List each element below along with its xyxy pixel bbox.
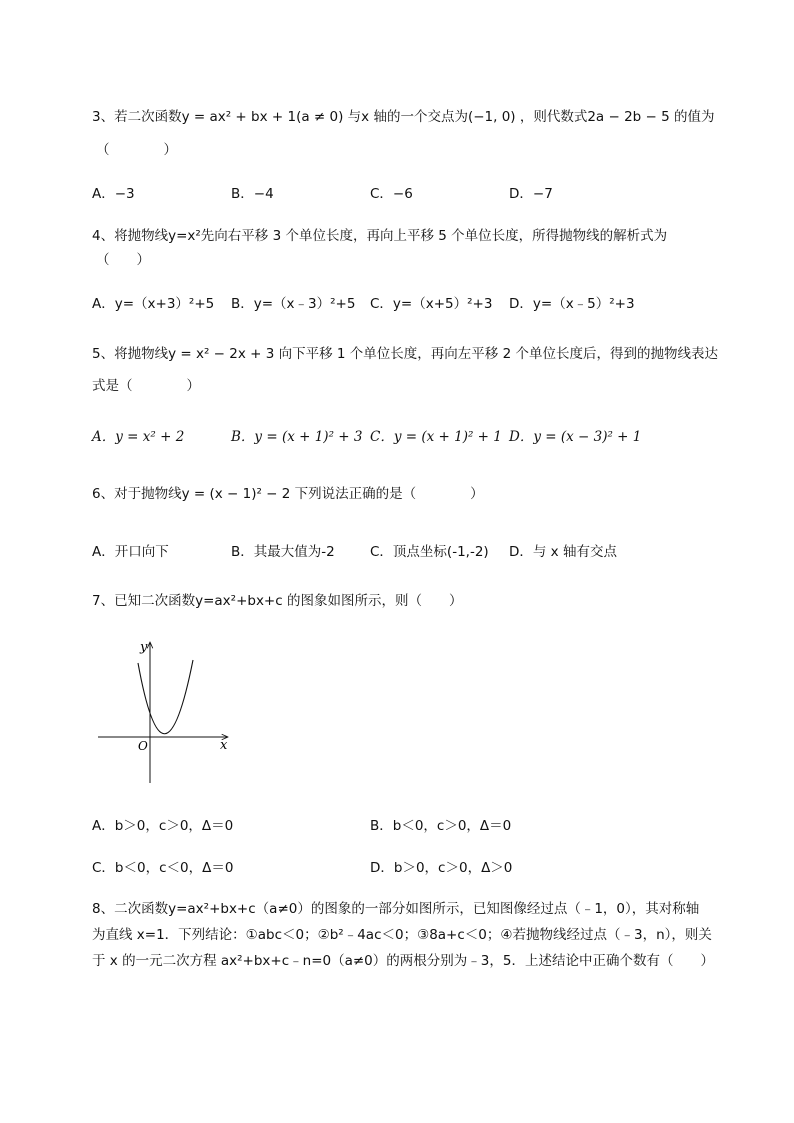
q7-parabola-graph bbox=[94, 636, 234, 786]
q4-option-d: D．y=（x﹣5）²+3 bbox=[509, 296, 635, 312]
q3-option-b: B．−4 bbox=[231, 186, 274, 202]
q4-stem: 4、将抛物线y=x²先向右平移 3 个单位长度，再向上平移 5 个单位长度，所得抛物线的解析式为 bbox=[92, 228, 668, 244]
q5-option-c: C．y = (x + 1)² + 1 bbox=[370, 429, 502, 445]
q7-stem: 7、已知二次函数y=ax²+bx+c 的图象如图所示，则（ ） bbox=[92, 593, 463, 609]
q3-option-d: D．−7 bbox=[509, 186, 553, 202]
q3-option-c: C．−6 bbox=[370, 186, 413, 202]
q7-option-a: A．b＞0，c＞0，Δ＝0 bbox=[92, 818, 234, 834]
q8-line3: 于 x 的一元二次方程 ax²+bx+c﹣n=0（a≠0）的两根分别为﹣3，5．上述结论中正确个数有（ ） bbox=[92, 953, 714, 969]
q3-stem: 3、若二次函数y = ax² + bx + 1(a ≠ 0) 与x 轴的一个交点为(−1, 0) ，则代数式2a − 2b − 5 的值为 bbox=[92, 109, 715, 125]
q3-paren: （ ） bbox=[96, 142, 177, 158]
q7-option-b: B．b＜0，c＞0，Δ＝0 bbox=[370, 818, 512, 834]
y-axis-label: y bbox=[140, 640, 148, 655]
origin-label: O bbox=[138, 739, 148, 753]
q6-option-c: C．顶点坐标(-1,-2) bbox=[370, 544, 489, 560]
q7-option-c: C．b＜0，c＜0，Δ＝0 bbox=[92, 860, 234, 876]
q4-paren: （ ） bbox=[96, 252, 150, 268]
q8-line2: 为直线 x=1．下列结论：①abc＜0；②b²﹣4ac＜0；③8a+c＜0；④若抛物线经过点（﹣3，n），则关 bbox=[92, 927, 712, 943]
q5-option-a: A．y = x² + 2 bbox=[92, 429, 185, 445]
q3-option-a: A．−3 bbox=[92, 186, 135, 202]
q6-option-a: A．开口向下 bbox=[92, 544, 169, 560]
parabola-curve bbox=[138, 660, 193, 734]
q5-stem-line1: 5、将抛物线y = x² − 2x + 3 向下平移 1 个单位长度，再向左平移 2 个单位长度后，得到的抛物线表达 bbox=[92, 346, 718, 362]
q5-stem-line2: 式是（ ） bbox=[92, 378, 200, 394]
q4-option-b: B．y=（x﹣3）²+5 bbox=[231, 296, 356, 312]
q8-line1: 8、二次函数y=ax²+bx+c（a≠0）的图象的一部分如图所示，已知图像经过点（﹣1，0），其对称轴 bbox=[92, 901, 700, 917]
q5-option-b: B．y = (x + 1)² + 3 bbox=[231, 429, 363, 445]
x-axis-label: x bbox=[220, 738, 228, 753]
q5-option-d: D．y = (x − 3)² + 1 bbox=[509, 429, 642, 445]
q6-option-d: D．与 x 轴有交点 bbox=[509, 544, 617, 560]
q4-option-c: C．y=（x+5）²+3 bbox=[370, 296, 493, 312]
q7-option-d: D．b＞0，c＞0，Δ＞0 bbox=[370, 860, 513, 876]
q4-option-a: A．y=（x+3）²+5 bbox=[92, 296, 215, 312]
q6-stem: 6、对于抛物线y = (x − 1)² − 2 下列说法正确的是（ ） bbox=[92, 486, 484, 502]
q6-option-b: B．其最大值为-2 bbox=[231, 544, 335, 560]
